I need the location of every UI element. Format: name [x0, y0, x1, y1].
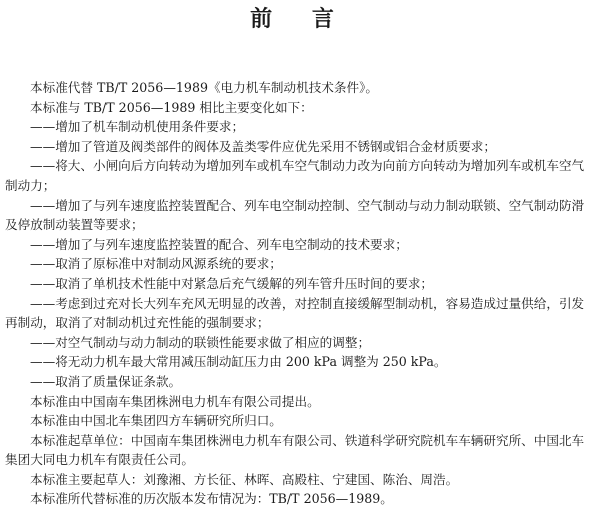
change-item: ——将大、小闸向后方向转动为增加列车或机车空气制动力改为向前方向转动为增加列车或机车空气制动力； [5, 158, 585, 193]
change-item: ——增加了与列车速度监控装置配合、列车电空制动控制、空气制动与动力制动联锁、空气制动防滑及停放制动装置等要求； [5, 197, 585, 233]
paragraph-proposed-by: 本标准由中国南车集团株洲电力机车有限公司提出。 [30, 393, 320, 409]
paragraph-drafting-units: 本标准起草单位：中国南车集团株洲电力机车有限公司、铁道科学研究院机车车辆研究所、中国北车集团大同电力机车有限责任公司。 [5, 432, 585, 468]
paragraph-drafters: 本标准主要起草人：刘豫湘、方长征、林晖、高殿柱、宁建国、陈治、周浩。 [30, 471, 459, 487]
paragraph-replaces: 本标准代替 TB/T 2056—1989《电力机车制动机技术条件》。 [30, 80, 378, 95]
change-item: ——取消了单机技术性能中对紧急后充气缓解的列车管升压时间的要求； [30, 275, 433, 291]
change-item: ——增加了管道及阀类部件的阀体及盖类零件应优先采用不锈钢或铝合金材质要求； [30, 138, 496, 154]
change-item: ——取消了原标准中对制动风源系统的要求； [30, 256, 282, 272]
change-item: ——取消了质量保证条款。 [30, 373, 182, 389]
change-item: ——增加了机车制动机使用条件要求； [30, 119, 245, 135]
change-item: ——将无动力机车最大常用减压制动缸压力由 200 kPa 调整为 250 kPa。 [30, 354, 447, 370]
paragraph-history: 本标准所代替标准的历次版本发布情况为：TB/T 2056—1989。 [30, 491, 393, 507]
document-body [5, 78, 593, 509]
change-item: ——增加了与列车速度监控装置的配合、列车电空制动的技术要求； [30, 236, 408, 252]
page-title: 前 言 [250, 7, 350, 32]
change-item: ——考虑到过充对长大列车充风无明显的改善，对控制直接缓解型制动机，容易造成过量供给，引发再制动，取消了对制动机过充性能的强制要求； [5, 295, 585, 331]
change-item: ——对空气制动与动力制动的联锁性能要求做了相应的调整； [30, 334, 371, 350]
paragraph-changes-intro: 本标准与 TB/T 2056—1989 相比主要变化如下： [30, 99, 313, 115]
paragraph-centralized-by: 本标准由中国北车集团四方车辆研究所归口。 [30, 413, 282, 429]
